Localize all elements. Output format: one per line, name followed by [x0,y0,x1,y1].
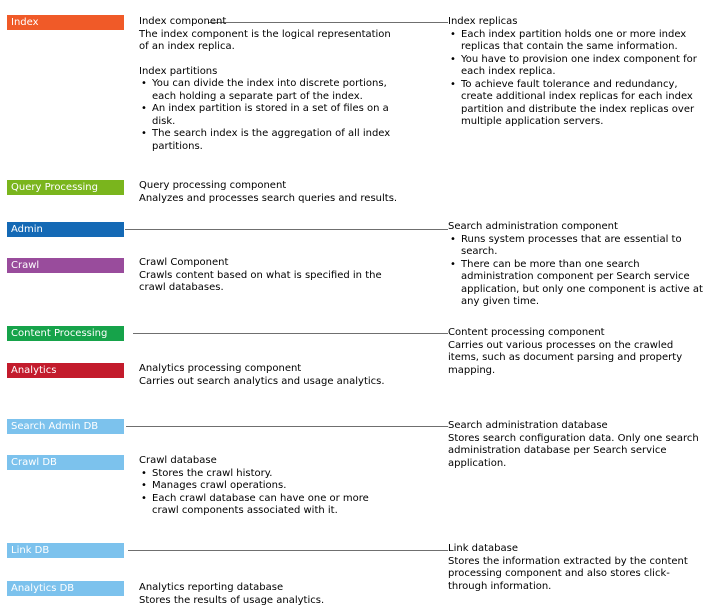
index-replicas-block [448,16,703,129]
text-line: of an index replica. [139,41,235,52]
text-line: Stores search configuration data. Only one search [448,432,699,444]
crawl-component-block [139,257,439,295]
index-partitions-list [139,78,439,153]
text-line: administration database per Search service [448,445,667,456]
index-tag: Index [7,15,124,30]
analytics-component-block [139,363,439,388]
list-item: • Manages crawl operations. [152,480,439,493]
list-item: • You have to provision one index component for each index replica. [461,54,703,79]
list-item: • You can divide the index into discrete portions, each holding a separate part of the index. [152,78,439,103]
admin-component-title: Search administration component [448,221,618,232]
link-db-tag: Link DB [7,543,124,558]
query-processing-tag: Query Processing [7,180,124,195]
crawl-db-tag: Crawl DB [7,455,124,470]
text-line: mapping. [448,364,496,376]
list-item: • There can be more than one search administration component per Search service application, but only one component is active at any given time. [461,259,703,309]
content-processing-tag: Content Processing [7,326,124,341]
crawl-db-title: Crawl database [139,455,217,466]
list-item: • Each crawl database can have one or more crawl components associated with it. [152,493,439,518]
index-replicas-title: Index replicas [448,16,518,27]
link-db-block [448,543,703,593]
text-line: Carries out search analytics and usage analytics. [139,375,385,387]
analytics-tag: Analytics [7,363,124,378]
index-component-title: Index component [139,16,227,27]
content-connector-line [133,333,448,334]
text-line: Stores the information extracted by the content [448,555,688,567]
crawl-component-title: Crawl Component [139,257,229,268]
crawl-tag: Crawl [7,258,124,273]
admin-component-block [448,221,703,309]
query-component-block [139,180,439,205]
text-line: through information. [448,580,552,592]
list-item: • To achieve fault tolerance and redundancy, create additional index replicas for each index partition and distribute the index replicas over multiple application servers. [461,79,703,129]
admin-connector-line [125,229,448,230]
content-component-title: Content processing component [448,327,605,338]
list-item: • Each index partition holds one or more index replicas that contain the same information. [461,29,703,54]
analytics-db-block [139,582,439,607]
text-line: processing component and also stores click- [448,568,670,579]
index-replicas-list [448,29,703,129]
link-db-connector-line [128,550,448,551]
analytics-db-title: Analytics reporting database [139,582,284,593]
admin-tag: Admin [7,222,124,237]
list-item: • Runs system processes that are essential to search. [461,234,703,259]
link-db-title: Link database [448,543,519,554]
admin-component-list [448,234,703,309]
query-component-title: Query processing component [139,180,287,191]
admin-db-block [448,420,703,470]
crawl-db-list [139,468,439,518]
text-line: Crawls content based on what is specified in the [139,269,382,281]
text-line: Stores the results of usage analytics. [139,594,325,606]
text-line: The index component is the logical representation [139,28,391,40]
index-component-block [139,16,439,153]
index-partitions-title: Index partitions [139,65,218,77]
text-line: items, such as document parsing and property [448,352,683,363]
text-line: Analyzes and processes search queries and results. [139,192,398,204]
search-admin-db-tag: Search Admin DB [7,419,124,434]
text-line: application. [448,457,507,469]
analytics-db-tag: Analytics DB [7,581,124,596]
admin-db-connector-line [126,426,448,427]
text-line: Carries out various processes on the crawled [448,339,674,351]
text-line: crawl databases. [139,282,224,293]
admin-db-title: Search administration database [448,420,608,431]
analytics-component-title: Analytics processing component [139,363,302,374]
content-component-block [448,327,703,377]
list-item: • Stores the crawl history. [152,468,439,481]
list-item: • An index partition is stored in a set of files on a disk. [152,103,439,128]
crawl-db-block [139,455,439,518]
list-item: • The search index is the aggregation of all index partitions. [152,128,439,153]
